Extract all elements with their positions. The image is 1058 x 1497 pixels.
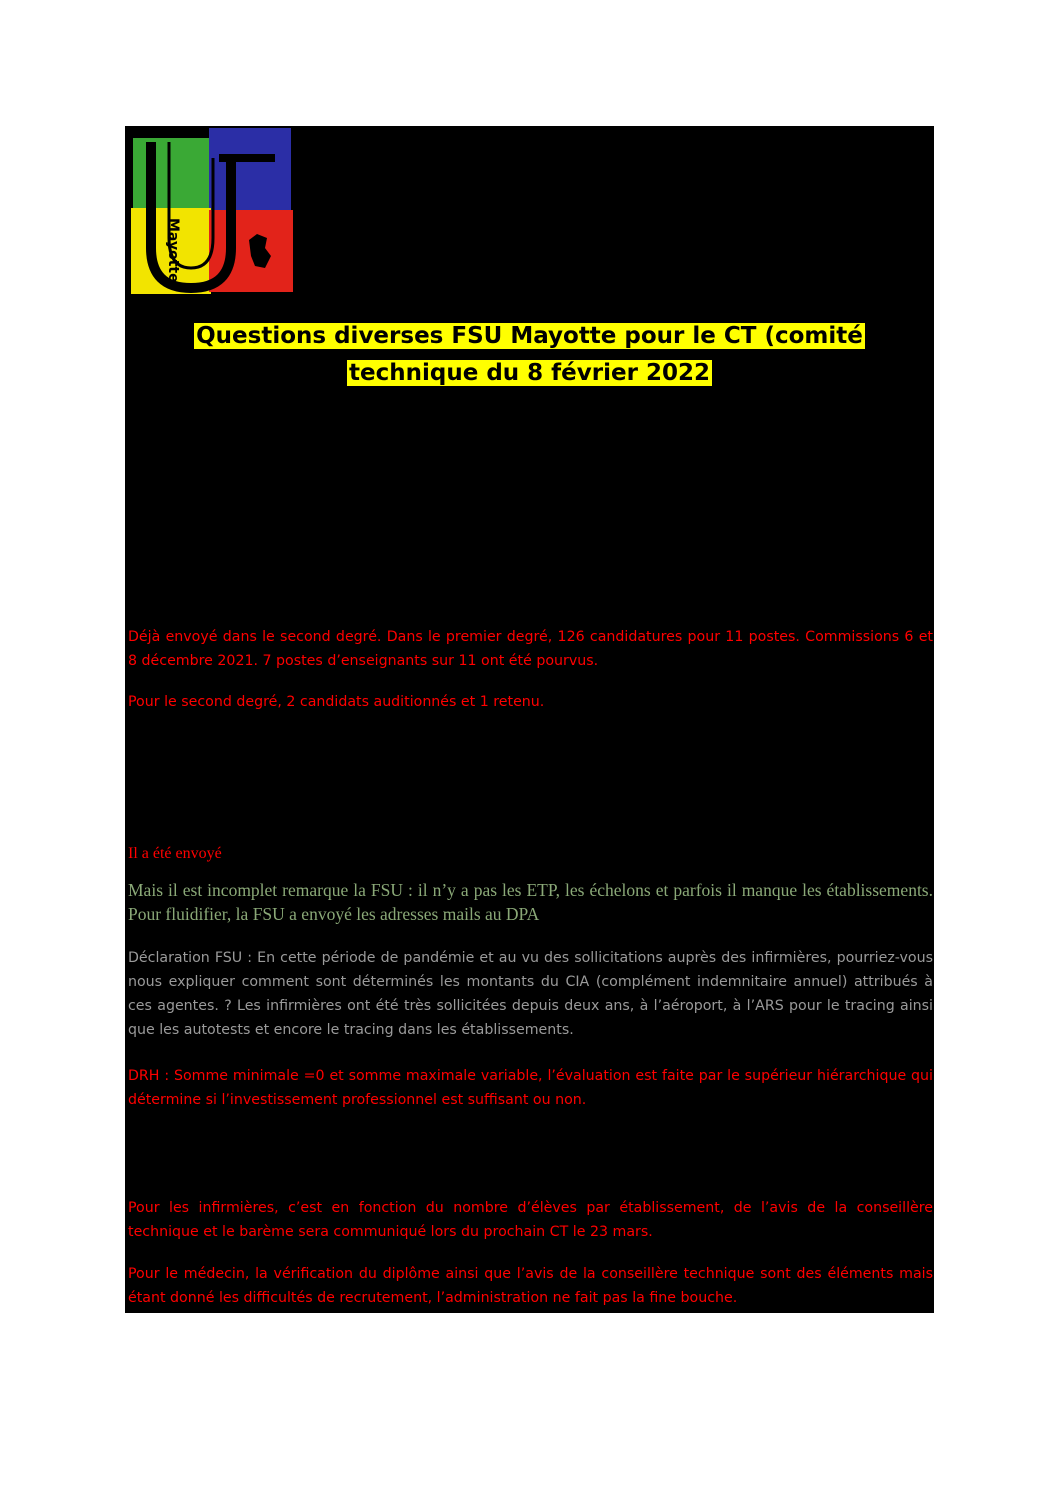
black-content-background [125, 126, 934, 1313]
section3-paragraph-2: Pour le médecin, la vérification du diplôme ainsi que l’avis de la conseillère technique sont des éléments mais étant donné les difficultés de recrutement, l’administration ne fait pas la fine bouche. [128, 1266, 933, 1306]
page-title [125, 318, 934, 392]
section2-heading: Il a été envoyé [128, 845, 222, 862]
title-line-1: Questions diverses FSU Mayotte pour le CT (comité [196, 323, 863, 349]
section1-paragraph-2: Pour le second degré, 2 candidats auditionnés et 1 retenu. [128, 694, 545, 710]
section3-paragraph-1: Pour les infirmières, c’est en fonction du nombre d’élèves par établissement, de l’avis de la conseillère technique et le barème sera communiqué lors du prochain CT le 23 mars. [128, 1200, 933, 1240]
drh-response: DRH : Somme minimale =0 et somme maximale variable, l’évaluation est faite par le supérieur hiérarchique qui détermine si l’investissement professionnel est suffisant ou non. [128, 1068, 933, 1108]
title-line-2: technique du 8 février 2022 [349, 360, 710, 386]
section2-paragraph-1: Mais il est incomplet remarque la FSU : il n’y a pas les ETP, les échelons et parfois il manque les établissements. Pour fluidifier, la FSU a envoyé les adresses mails au DPA [128, 880, 933, 924]
fsu-mayotte-logo [129, 128, 295, 296]
logo-mayotte-text: Mayotte [165, 218, 181, 283]
fsu-declaration: Déclaration FSU : En cette période de pandémie et au vu des sollicitations auprès des infirmières, pourriez-vous nous expliquer comment sont déterminés les montants du CIA (complément indemnitaire annuel) attribués à ces agentes. ? Les infirmières ont été très sollicitées depuis deux ans, à l’aéroport, à l’ARS pour le tracing ainsi que les autotests et encore le tracing dans les établissements. [128, 950, 933, 1038]
logo-green-block [133, 138, 213, 208]
logo-blue-block [209, 128, 291, 214]
section1-paragraph-1: Déjà envoyé dans le second degré. Dans le premier degré, 126 candidatures pour 11 postes. Commissions 6 et 8 décembre 2021. 7 postes d’enseignants sur 11 ont été pourvus. [128, 629, 933, 669]
